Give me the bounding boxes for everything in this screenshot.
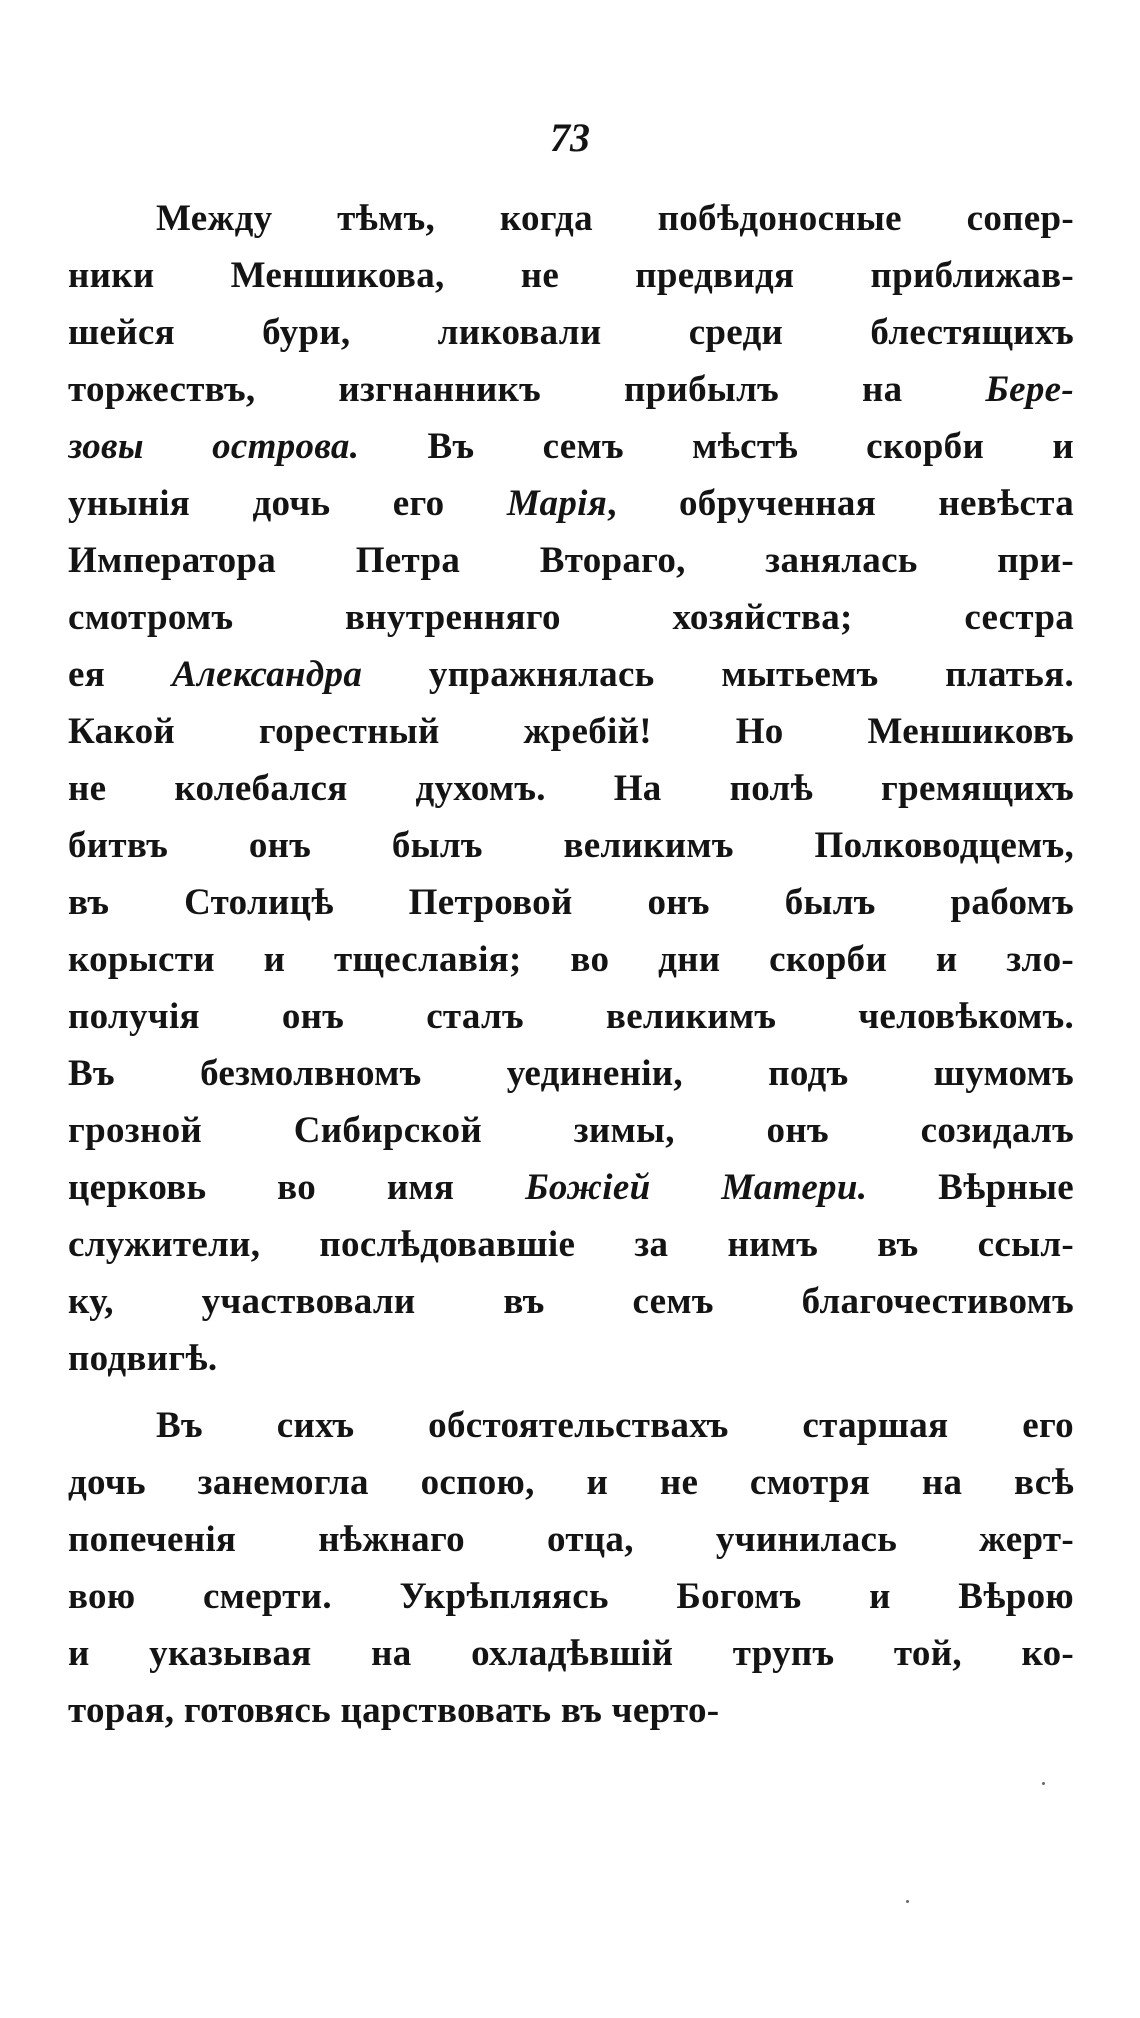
text-run: церковь во имя <box>68 1167 526 1208</box>
text-run: корысти и тщеславія; во дни скорби и зло- <box>68 939 1074 980</box>
text-line <box>68 703 1074 760</box>
page-number: 73 <box>550 115 590 160</box>
text-run: торая, готовясь царствовать въ черто- <box>68 1690 720 1731</box>
text-run: дочь занемогла оспою, и не смотря на всѣ <box>68 1462 1074 1503</box>
text-run: упражнялась мытьемъ платья. <box>362 654 1074 695</box>
text-run: Императора Петра Втораго, занялась при- <box>68 540 1074 581</box>
italic-run: Бере- <box>985 369 1074 410</box>
text-run: служители, послѣдовавшіе за нимъ въ ссыл- <box>68 1224 1074 1265</box>
text-line <box>68 532 1074 589</box>
text-line <box>68 1397 1074 1454</box>
text-run: Въ семъ мѣстѣ скорби и <box>359 426 1074 467</box>
text-run: ея <box>68 654 172 695</box>
text-run: Вѣрные <box>867 1167 1074 1208</box>
text-run: Какой горестный жребій! Но Меншиковъ <box>68 711 1074 752</box>
italic-run: Марія <box>506 483 608 524</box>
text-run: ку, участвовали въ семъ благочестивомъ <box>68 1281 1074 1322</box>
text-run: битвъ онъ былъ великимъ Полководцемъ, <box>68 825 1074 866</box>
text-line <box>68 304 1074 361</box>
text-run: торжествъ, изгнанникъ прибылъ на <box>68 369 986 410</box>
text-line <box>68 1102 1074 1159</box>
text-run: и указывая на охладѣвшій трупъ той, ко- <box>68 1633 1074 1674</box>
text-line <box>68 589 1074 646</box>
text-line <box>68 418 1074 475</box>
text-line <box>68 1682 1074 1739</box>
text-line <box>68 1568 1074 1625</box>
text-line <box>68 874 1074 931</box>
italic-run: зовы острова. <box>68 426 360 467</box>
print-speck <box>1042 1782 1045 1785</box>
text-line <box>68 1330 1074 1387</box>
italic-run: Александра <box>171 654 363 695</box>
text-run: Въ безмолвномъ уединеніи, подъ шумомъ <box>68 1053 1074 1094</box>
text-run: ники Меншикова, не предвидя приближав- <box>68 255 1074 296</box>
print-speck <box>906 1900 909 1903</box>
text-line <box>68 475 1074 532</box>
text-line <box>68 1454 1074 1511</box>
body-text <box>68 190 1074 1739</box>
text-run: вою смерти. Укрѣпляясь Богомъ и Вѣрою <box>68 1576 1074 1617</box>
text-line <box>68 1159 1074 1216</box>
text-line <box>68 760 1074 817</box>
text-run: получія онъ сталъ великимъ человѣкомъ. <box>68 996 1074 1037</box>
text-line <box>68 817 1074 874</box>
text-run: въ Столицѣ Петровой онъ былъ рабомъ <box>68 882 1074 923</box>
italic-run: Божіей Матери. <box>525 1167 868 1208</box>
text-line <box>68 1216 1074 1273</box>
text-line <box>68 1625 1074 1682</box>
text-line <box>68 988 1074 1045</box>
text-line <box>68 361 1074 418</box>
text-line <box>68 1511 1074 1568</box>
text-line <box>68 646 1074 703</box>
text-run: не колебался духомъ. На полѣ гремящихъ <box>68 768 1074 809</box>
text-run: шейся бури, ликовали среди блестящихъ <box>68 312 1074 353</box>
text-line <box>68 190 1074 247</box>
text-run: Между тѣмъ, когда побѣдоносные сопер- <box>156 198 1074 239</box>
text-line <box>68 247 1074 304</box>
text-run: попеченія нѣжнаго отца, учинилась жерт- <box>68 1519 1074 1560</box>
text-run: смотромъ внутренняго хозяйства; сестра <box>68 597 1074 638</box>
text-run: унынія дочь его <box>68 483 507 524</box>
text-run: , обрученная невѣста <box>607 483 1074 524</box>
text-line <box>68 1045 1074 1102</box>
text-run: грозной Сибирской зимы, онъ созидалъ <box>68 1110 1074 1151</box>
text-line <box>68 931 1074 988</box>
text-run: подвигѣ. <box>68 1338 218 1379</box>
text-run: Въ сихъ обстоятельствахъ старшая его <box>156 1405 1074 1446</box>
text-line <box>68 1273 1074 1330</box>
